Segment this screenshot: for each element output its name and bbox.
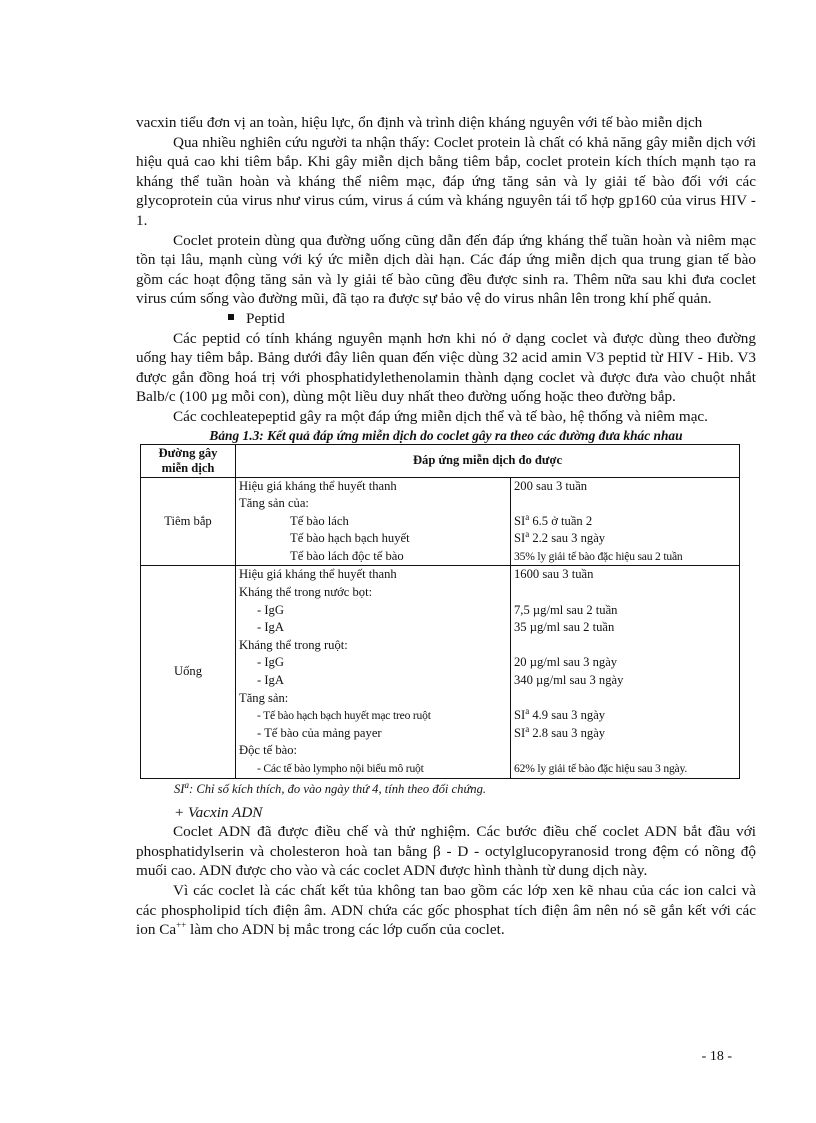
measure-value (514, 690, 736, 708)
measure-label: - Tế bào hạch bạch huyết mạc treo ruột (257, 709, 431, 723)
table-caption: Bảng 1.3: Kết quả đáp ứng miễn dịch do coclet gây ra theo các đường đưa khác nhau (209, 427, 683, 443)
measure-label: - IgG (257, 602, 284, 617)
measure-value: $SI^a$ 2.2 sau 3 ngày (514, 529, 606, 546)
measure-label: Tế bào hạch bạch huyết (290, 531, 410, 546)
table-row (141, 566, 740, 778)
paragraph: Vì các coclet là các chất kết tủa không tan bao gồm các lớp xen kẽ nhau của các ion calci và các phospholipid tích điện âm. ADN chứa các gốc phosphat tích điện âm nên nó sẽ gắn kết với các ion Ca++ làm cho ADN bị mắc trong các lớp cuốn của coclet. (136, 881, 756, 939)
header-route: Đường gây miễn dịch (141, 444, 236, 477)
measure-value (514, 637, 736, 655)
bullet-label: Peptid (246, 309, 285, 327)
measure-label: Tế bào lách (290, 513, 349, 528)
paragraph: Qua nhiều nghiên cứu người ta nhận thấy: Coclet protein là chất có khả năng gây miễn dịch với hiệu quả cao khi tiêm bắp. Khi gây miễn dịch bằng tiêm bắp, coclet protein kích thích mạnh tạo ra kháng thể tuần hoàn và kháng thể niêm mạc, đáp ứng tăng sản và ly giải tế bào đối với các glycoprotein của virus như virus cúm, virus á cúm và kháng nguyên tái tổ hợp gp160 của virus HIV - 1. (136, 133, 756, 229)
route-cell: Tiêm bắp (141, 477, 236, 566)
measure-label: Kháng thể trong ruột: (239, 637, 348, 652)
measure-label: - IgA (257, 620, 284, 635)
measure-value: 35% ly giải tế bào đặc hiệu sau 2 tuần (514, 549, 683, 563)
measure-value (514, 495, 736, 513)
measure-label: Hiệu giá kháng thể huyết thanh (239, 478, 397, 493)
measure-value: 35 µg/ml sau 2 tuần (514, 620, 615, 635)
document-body (136, 113, 756, 940)
paragraph: Các cochleatepeptid gây ra một đáp ứng miễn dịch thể và tế bào, hệ thống và niêm mạc. (173, 407, 708, 425)
page-number: - 18 - (701, 1049, 732, 1064)
header-response: Đáp ứng miễn dịch đo được (236, 444, 740, 477)
measure-value (514, 584, 736, 602)
measure-cell (236, 566, 511, 778)
measure-value: 200 sau 3 tuần (514, 478, 588, 493)
table-footnote: $SI^a$: Chỉ số kích thích, đo vào ngày thứ 4, tính theo đối chứng. (174, 779, 487, 796)
measure-label: Tăng sản của: (239, 496, 309, 511)
measure-value: 340 µg/ml sau 3 ngày (514, 673, 624, 688)
table-row (141, 477, 740, 566)
measure-value: 7,5 µg/ml sau 2 tuần (514, 602, 618, 617)
table-header-row (141, 444, 740, 477)
measure-label: - IgG (257, 655, 284, 670)
measure-label: Kháng thể trong nước bọt: (239, 585, 373, 600)
results-table (140, 444, 740, 779)
measure-value: 62% ly giải tế bào đặc hiệu sau 3 ngày. (514, 762, 688, 775)
measure-value (514, 742, 736, 760)
measure-value: 20 µg/ml sau 3 ngày (514, 655, 618, 670)
measure-value: $SI^a$ 2.8 sau 3 ngày (514, 723, 606, 740)
value-cell (511, 566, 740, 778)
measure-label: - Tế bào của mảng payer (257, 725, 382, 740)
measure-value: $SI^a$ 6.5 ở tuần 2 (514, 511, 593, 528)
paragraph: Coclet protein dùng qua đường uống cũng dẫn đến đáp ứng kháng thể tuần hoàn và niêm mạc tồn tại lâu, mạnh cùng với ký ức miễn dịch dài hạn. Các đáp ứng miễn dịch qua trung gian tế bào gồm các hoạt động tăng sản và ly giải tế bào cũng đều được sinh ra. Thêm nữa sau khi đưa coclet virus cúm sống vào đường mũi, đã tạo ra được sự bảo vệ do virus nhân lên trong khí phế quản. (136, 231, 756, 308)
measure-value: $SI^a$ 4.9 sau 3 ngày (514, 706, 606, 723)
measure-label: Độc tế bào: (239, 743, 298, 758)
measure-label: Tế bào lách độc tế bào (290, 548, 404, 563)
value-cell (511, 477, 740, 566)
measure-label: Tăng sản: (239, 690, 289, 705)
route-cell: Uống (141, 566, 236, 778)
measure-label: Hiệu giá kháng thể huyết thanh (239, 567, 397, 582)
bullet-item (136, 309, 756, 329)
measure-label: - Các tế bào lympho nội biểu mô ruột (257, 762, 424, 775)
measure-cell (236, 477, 511, 566)
paragraph: Các peptid có tính kháng nguyên mạnh hơn khi nó ở dạng coclet và được dùng theo đường uống hay tiêm bắp. Bảng dưới đây liên quan đến việc dùng 32 acid amin V3 peptid từ HIV - Hib. V3 được gắn đồng hoá trị với phosphatidylethenolamin thành dạng coclet và được đưa vào chuột nhắt Balb/c (100 µg mỗi con), dùng một liều duy nhất theo đường uống hoặc theo đường bắp. (136, 329, 756, 406)
section-title: + Vacxin ADN (174, 803, 263, 821)
measure-label: - IgA (257, 673, 284, 688)
paragraph: vacxin tiểu đơn vị an toàn, hiệu lực, ổn định và trình diện kháng nguyên với tế bào miễn dịch (136, 114, 703, 131)
square-bullet-icon (228, 314, 234, 320)
paragraph: Coclet ADN đã được điều chế và thử nghiệm. Các bước điều chế coclet ADN bắt đầu với phosphatidylserin và cholesteron hoà tan bằng β - D - octylglucopyranosid trong đệm có nồng độ muối cao. ADN được cho vào và các coclet ADN được hình thành từ dung dịch này. (136, 823, 756, 880)
measure-value: 1600 sau 3 tuần (514, 567, 594, 582)
